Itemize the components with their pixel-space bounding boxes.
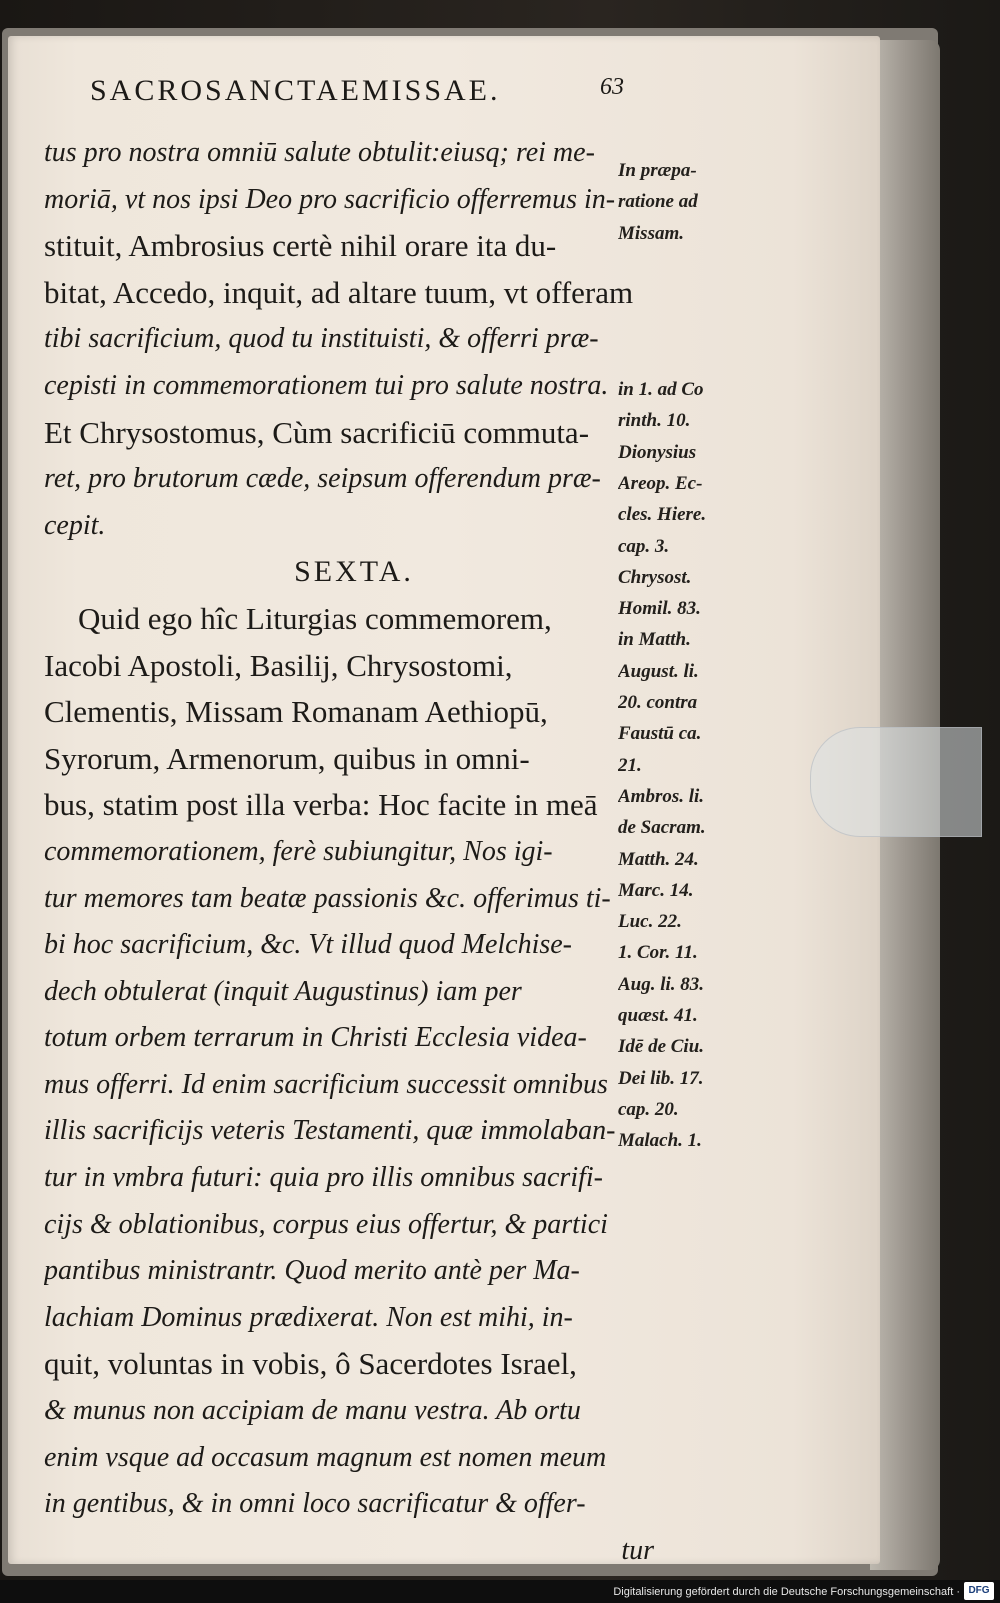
marginal-note: Aug. li. 83. xyxy=(618,973,705,995)
text-line: cepisti in commemorationem tui pro salute nostra. xyxy=(44,369,609,401)
marginal-note: in Matth. xyxy=(618,629,691,651)
text-line: mus offerri. Id enim sacrificium successit omnibus xyxy=(44,1068,608,1100)
text-line: tus pro nostra omniū salute obtulit:eiusq; rei me- xyxy=(44,137,595,168)
marginal-note: Marc. 14. xyxy=(618,879,694,901)
marginal-note: Missam. xyxy=(618,222,684,244)
text-line: tibi sacrificium, quod tu instituisti, & offerri præ- xyxy=(44,323,599,355)
text-line: Et Chrysostomus, Cùm sacrificiū commuta- xyxy=(44,414,590,450)
marginal-note: cles. Hiere. xyxy=(618,504,707,526)
text-line: illis sacrificijs veteris Testamenti, quæ immolaban- xyxy=(44,1115,616,1147)
text-line: lachiam Dominus prædixerat. Non est mihi, in- xyxy=(44,1301,573,1333)
page-number: 63 xyxy=(600,74,624,100)
marginal-note: Ambros. li. xyxy=(618,785,705,807)
section-heading: SEXTA. xyxy=(294,555,414,589)
running-head: SACROSANCTAEMISSAE. xyxy=(90,74,501,107)
text-line: tur memores tam beatæ passionis &c. offerimus ti- xyxy=(44,882,611,914)
marginal-note: Dionysius xyxy=(618,441,697,463)
text-line: cijs & oblationibus, corpus eius offertur, & partici xyxy=(44,1208,608,1240)
marginal-note: Matth. 24. xyxy=(618,848,699,870)
marginal-note: cap. 3. xyxy=(618,535,670,557)
marginal-note: quæst. 41. xyxy=(618,1005,698,1027)
text-line: commemorationem, ferè subiungitur, Nos igi- xyxy=(44,835,553,867)
marginal-note: In præpa- xyxy=(618,160,697,181)
funding-credit: Digitalisierung gefördert durch die Deutsche Forschungsgemeinschaft · xyxy=(613,1586,960,1598)
marginal-note xyxy=(618,249,768,280)
marginal-note: in 1. ad Co xyxy=(618,379,704,401)
text-line: bus, statim post illa verba: Hoc facite in meā xyxy=(44,787,598,823)
marginal-note: Dei lib. 17. xyxy=(618,1067,704,1089)
text-line: totum orbem terrarum in Christi Ecclesia videa- xyxy=(44,1022,587,1054)
marginal-note: Faustū ca. xyxy=(618,723,702,745)
text-line: Clementis, Missam Romanam Aethiopū, xyxy=(44,694,548,730)
text-line: in gentibus, & in omni loco sacrificatur & offer- xyxy=(44,1488,586,1520)
dfg-logo: DFG xyxy=(964,1582,994,1600)
marginal-note: 21. xyxy=(618,754,642,776)
marginal-note: Malach. 1. xyxy=(618,1130,702,1152)
text-line: & munus non accipiam de manu vestra. Ab ortu xyxy=(44,1395,581,1427)
marginal-note: August. li. xyxy=(618,660,699,682)
marginal-note: 1. Cor. 11. xyxy=(618,942,698,964)
marginal-note xyxy=(618,280,768,311)
marginal-note: Homil. 83. xyxy=(618,598,701,620)
marginal-note xyxy=(618,343,768,374)
text-line: Iacobi Apostoli, Basilij, Chrysostomi, xyxy=(44,647,513,683)
marginal-notes xyxy=(618,155,768,1157)
marginal-note: ratione ad xyxy=(618,191,698,213)
text-line: bi hoc sacrificium, &c. Vt illud quod Melchise- xyxy=(44,929,573,961)
marginal-note xyxy=(618,311,768,342)
page-clip-tab xyxy=(810,727,982,837)
marginal-note: Chrysost. xyxy=(618,566,692,588)
text-line: tur in vmbra futuri: quia pro illis omnibus sacrifi- xyxy=(44,1162,603,1194)
text-line: bitat, Accedo, inquit, ad altare tuum, vt offeram xyxy=(44,274,634,310)
text-line: pantibus ministrantr. Quod merito antè per Ma- xyxy=(44,1255,580,1287)
text-line: quit, voluntas in vobis, ô Sacerdotes Israel, xyxy=(44,1346,577,1382)
marginal-note: Luc. 22. xyxy=(618,911,682,933)
text-line: cepit. xyxy=(44,509,106,541)
text-line: stituit, Ambrosius certè nihil orare ita du- xyxy=(44,228,557,264)
marginal-note: cap. 20. xyxy=(618,1098,679,1120)
text-line: Quid ego hîc Liturgias commemorem, xyxy=(78,600,552,636)
marginal-note: rinth. 10. xyxy=(618,410,691,432)
marginal-note: Idē de Ciu. xyxy=(618,1036,705,1058)
marginal-note: de Sacram. xyxy=(618,817,706,839)
text-line: Syrorum, Armenorum, quibus in omni- xyxy=(44,740,530,776)
text-line: dech obtulerat (inquit Augustinus) iam per xyxy=(44,975,522,1007)
marginal-note: 20. contra xyxy=(618,692,698,714)
text-line: moriā, vt nos ipsi Deo pro sacrificio offerremus in- xyxy=(44,183,616,215)
text-line: enim vsque ad occasum magnum est nomen meum xyxy=(44,1441,607,1473)
catchword: tur xyxy=(621,1534,654,1566)
body-text xyxy=(44,130,664,1574)
marginal-note: Areop. Ec- xyxy=(618,472,703,494)
text-line: ret, pro brutorum cæde, seipsum offerendum præ- xyxy=(44,463,601,495)
